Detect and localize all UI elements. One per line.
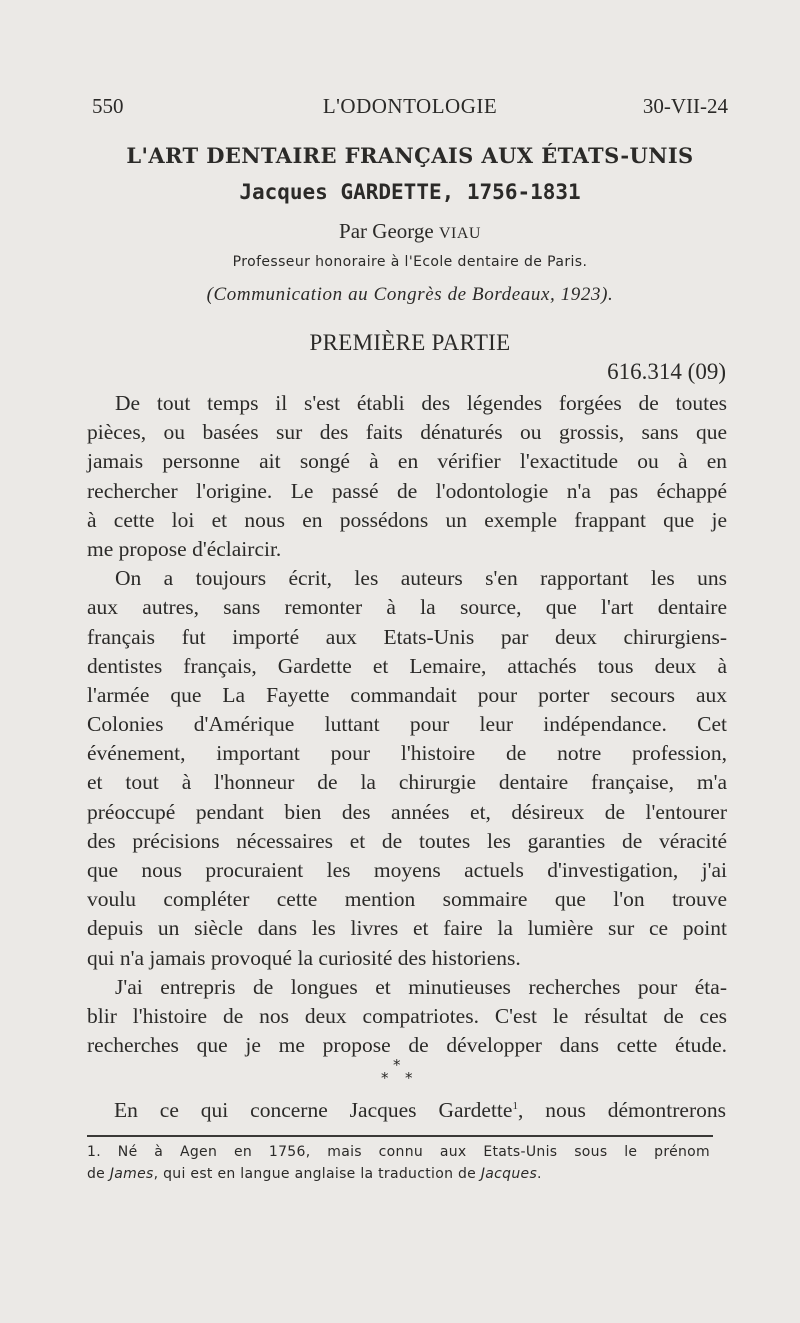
asterism-star: * xyxy=(405,1069,413,1087)
author-prefix: Par George xyxy=(339,219,439,243)
body-line: à cette loi et nous en possédons un exemple frappant que je xyxy=(87,507,727,532)
body-line: On a toujours écrit, les auteurs s'en rapportant les uns xyxy=(115,566,727,591)
footnote-text: . xyxy=(537,1166,542,1182)
classification-code: 616.314 (09) xyxy=(607,359,726,384)
footnote-line xyxy=(87,1141,710,1163)
footnote-italic: James xyxy=(109,1166,154,1182)
author-affiliation: Professeur honoraire à l'Ecole dentaire de Paris. xyxy=(232,254,588,270)
body-line: que nous procuraient les moyens actuels d'investigation, j'ai xyxy=(87,858,727,882)
footnote-text: Né à Agen en 1756, mais connu aux Etats-Unis sous le prénom xyxy=(117,1144,710,1160)
body-line: aux autres, sans remonter à la source, que l'art dentaire xyxy=(87,595,727,620)
asterism-star: * xyxy=(381,1069,389,1087)
body-line: rechercher l'origine. Le passé de l'odontologie n'a pas échappé xyxy=(87,478,727,503)
body-line: préoccupé pendant bien des années et, désireux de l'entourer xyxy=(87,799,727,824)
issue-date: 30-VII-24 xyxy=(642,94,728,118)
author-surname: VIAU xyxy=(438,225,481,242)
journal-title: L'ODONTOLOGIE xyxy=(322,94,498,118)
part-heading: PREMIÈRE PARTIE xyxy=(309,330,511,355)
body-line: depuis un siècle dans les livres et faire la lumière sur ce point xyxy=(87,916,727,941)
body-text xyxy=(87,389,727,1060)
footnote-ref[interactable]: 1 xyxy=(512,1099,518,1112)
body-line: recherches que je me propose de développer dans cette étude. xyxy=(87,1033,727,1058)
body-line: français fut importé aux Etats-Unis par deux chirurgiens- xyxy=(87,624,727,649)
footnote xyxy=(87,1141,710,1185)
article-subtitle: Jacques GARDETTE, 1756-1831 xyxy=(239,180,581,204)
closing-text-end: , nous démontrerons xyxy=(517,1098,726,1122)
footnote-italic: Jacques xyxy=(480,1166,538,1182)
body-line: des précisions nécessaires et de toutes les garanties de véracité xyxy=(87,828,727,853)
footnote-line xyxy=(87,1163,710,1185)
closing-line xyxy=(114,1098,726,1123)
article-title: L'ART DENTAIRE FRANÇAIS AUX ÉTATS-UNIS xyxy=(126,143,694,168)
body-line: événement, important pour l'histoire de notre profession, xyxy=(87,741,727,766)
footnote-divider xyxy=(87,1135,713,1137)
body-line: J'ai entrepris de longues et minutieuses recherches pour éta- xyxy=(115,974,727,999)
body-line: jamais personne ait songé à en vérifier l'exactitude ou à en xyxy=(87,449,727,474)
author-line xyxy=(90,219,730,244)
body-line: qui n'a jamais provoqué la curiosité des historiens. xyxy=(87,945,521,970)
asterism-star: * xyxy=(393,1056,401,1074)
body-line: et tout à l'honneur de la chirurgie dentaire française, m'a xyxy=(87,770,727,795)
footnote-text: , qui est en langue anglaise la traduction de xyxy=(153,1166,481,1182)
body-line: blir l'histoire de nos deux compatriotes. C'est le résultat de ces xyxy=(87,1003,727,1028)
closing-text-start: En ce qui concerne Jacques Gardette xyxy=(114,1098,513,1122)
page-number: 550 xyxy=(92,94,124,118)
body-line: Colonies d'Amérique luttant pour leur indépendance. Cet xyxy=(87,712,727,737)
footnote-number: 1. xyxy=(87,1144,101,1160)
footnote-text: de xyxy=(87,1166,110,1182)
body-line: pièces, ou basées sur des faits dénaturés ou grossis, sans que xyxy=(87,420,727,445)
body-line: voulu compléter cette mention sommaire que l'on trouve xyxy=(87,887,727,912)
communication-note: (Communication au Congrès de Bordeaux, 1923). xyxy=(206,284,614,305)
body-line: me propose d'éclaircir. xyxy=(87,536,282,561)
body-line: De tout temps il s'est établi des légendes forgées de toutes xyxy=(115,391,727,415)
body-line: l'armée que La Fayette commandait pour porter secours aux xyxy=(87,682,727,707)
body-line: dentistes français, Gardette et Lemaire, attachés tous deux à xyxy=(87,653,727,678)
